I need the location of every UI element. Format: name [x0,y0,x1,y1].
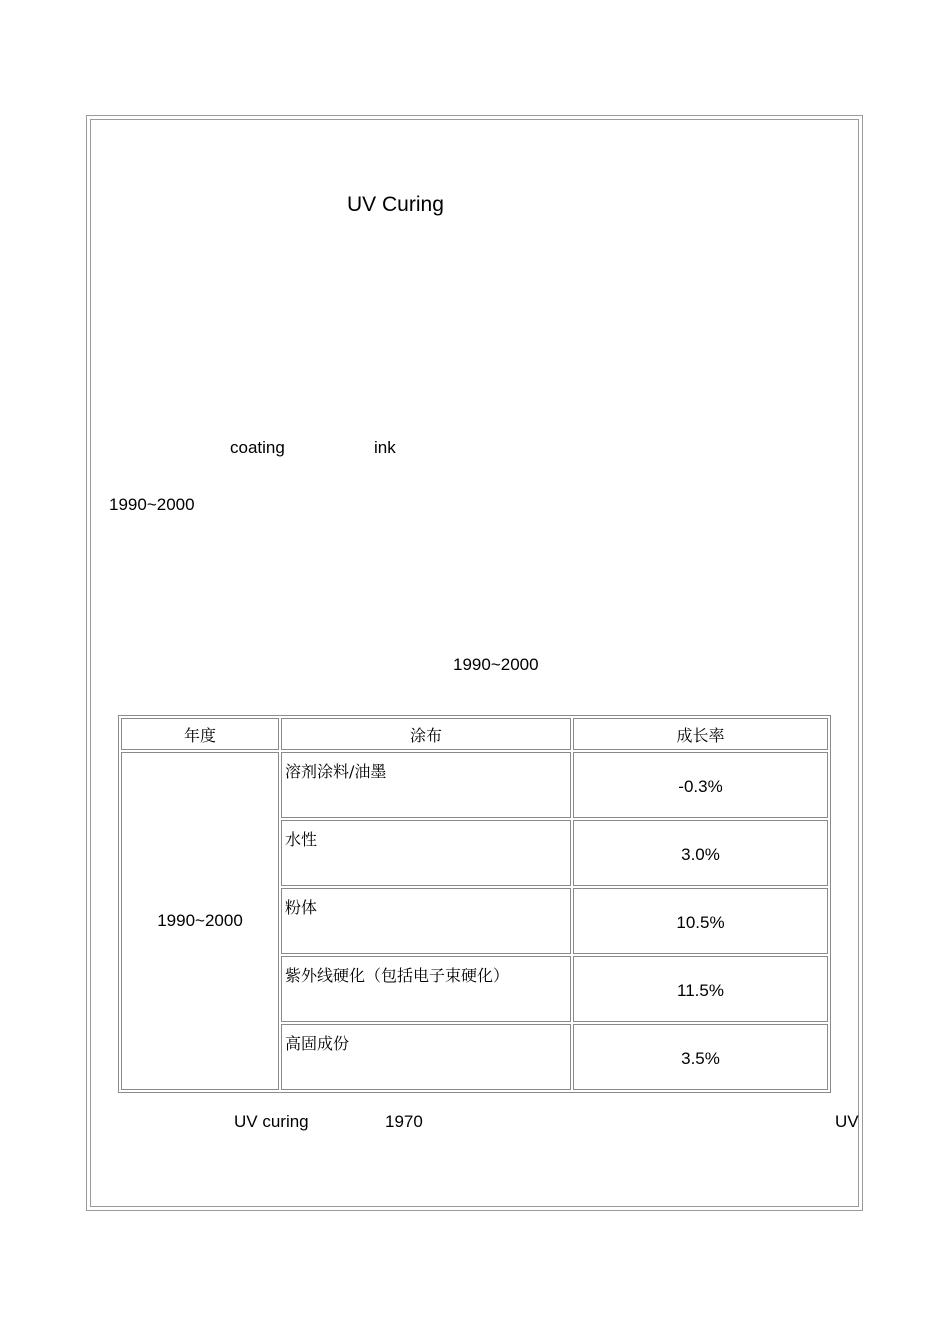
category-cell: 溶剂涂料/油墨 [281,752,571,818]
rate-cell: 3.0% [573,820,828,886]
year-cell: 1990~2000 [121,752,279,1090]
growth-rate-table [118,715,831,1093]
text-uv-curing: UV curing [234,1112,309,1131]
text-year-1970: 1970 [385,1112,423,1131]
rate-cell: 11.5% [573,956,828,1022]
table-caption: 1990~2000 [453,655,539,674]
header-year: 年度 [121,718,279,750]
table-header-row [121,718,828,750]
category-cell: 粉体 [281,888,571,954]
rate-cell: 3.5% [573,1024,828,1090]
text-coating: coating [230,438,285,457]
text-uv: UV [835,1112,859,1131]
rate-cell: 10.5% [573,888,828,954]
category-cell: 高固成份 [281,1024,571,1090]
category-cell: 紫外线硬化（包括电子束硬化） [281,956,571,1022]
category-cell: 水性 [281,820,571,886]
text-ink: ink [374,438,396,457]
text-year-range: 1990~2000 [109,495,195,514]
rate-cell: -0.3% [573,752,828,818]
header-growth-rate: 成长率 [573,718,828,750]
header-coating: 涂布 [281,718,571,750]
table-row [121,752,828,818]
document-title: UV Curing [347,193,444,216]
